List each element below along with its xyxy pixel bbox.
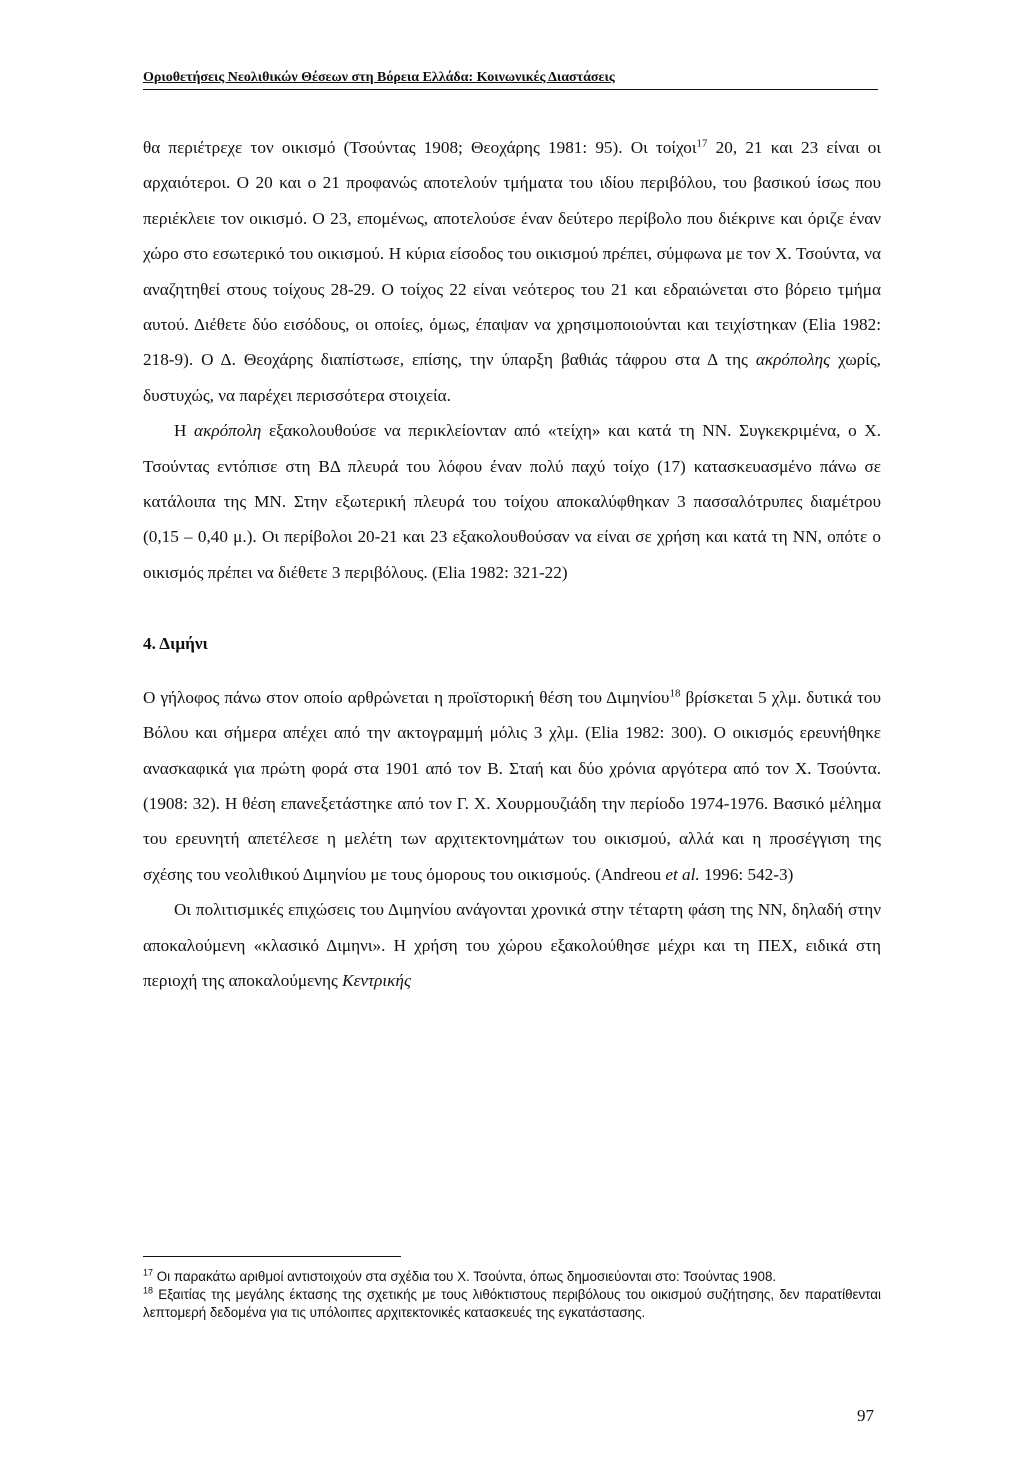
paragraph-1-text-b: 20, 21 και 23 είναι οι αρχαιότεροι. Ο 20 και ο 21 προφανώς αποτελούν τμήματα του ιδίου περιβόλου, του βασικού ίσως που περιέκλειε τον οικισμό. Ο 23, επομένως, αποτελούσε έναν δεύτερο περίβολο που διέκρινε και όριζε έναν χώρο στο εσωτερικό του οικισμού. Η κύρια είσοδος του οικισμού πρέπει, σύμφωνα με τον Χ. Τσούντα, να αναζητηθεί στους τοίχους 28-29. Ο τοίχος 22 είναι νεότερος του 21 και εδραιώνεται στο βόρειο τμήμα αυτού. Διέθετε δύο εισόδους, οι οποίες, όμως, έπαψαν να χρησιμοποιούνται και τειχίστηκαν (Elia 1982: 218-9). Ο Δ. Θεοχάρης διαπίστωσε, επίσης, την ύπαρξη βαθιάς τάφρου στα Δ της <box>143 138 881 370</box>
footnote-number: 17 <box>143 1267 154 1278</box>
footnote-text: Εξαιτίας της μεγάλης έκτασης της σχετικής με τους λιθόκτιστους περιβόλους του οικισμού συζήτησης, δεν παρατίθενται λεπτομερή δεδομένα για τις υπόλοιπες αρχιτεκτονικές κατασκευές της εγκατάστασης. <box>143 1287 881 1320</box>
header-rule <box>143 89 878 90</box>
section-heading: 4. Διμήνι <box>143 634 208 654</box>
footnote-number: 18 <box>143 1285 154 1296</box>
footnote-18 <box>143 1286 881 1322</box>
paragraph-2-text-b: εξακολουθούσε να περικλείονταν από «τείχη» και κατά τη ΝΝ. Συγκεκριμένα, ο Χ. Τσούντας εντόπισε στη ΒΔ πλευρά του λόφου έναν πολύ παχύ τοίχο (17) κατασκευασμένο πάνω σε κατάλοιπα της ΜΝ. Στην εξωτερική πλευρά του τοίχου αποκαλύφθηκαν 3 πασσαλότρυπες διαμέτρου (0,15 – 0,40 μ.). Οι περίβολοι 20-21 και 23 εξακολουθούσαν να είναι σε χρήση και κατά τη ΝΝ, οπότε ο οικισμός πρέπει να διέθετε 3 περιβόλους. (Elia 1982: 321-22) <box>143 421 881 582</box>
paragraph-3-text-c: 1996: 542-3) <box>699 864 794 884</box>
paragraph-1-text-c: χωρίς, δυστυχώς, να παρέχει περισσότερα στοιχεία. <box>143 350 881 405</box>
paragraph-2-text-a: Η <box>174 421 195 441</box>
paragraph-4-text-a: Οι πολιτισμικές επιχώσεις του Διμηνίου ανάγονται χρονικά στην τέταρτη φάση της ΝΝ, δηλαδή στην αποκαλούμενη «κλασικό Διμηνι». Η χρήση του χώρου εξακολούθησε μέχρι και τη ΠΕΧ, ειδικά στη περιοχή της αποκαλούμενης <box>143 900 881 990</box>
footnote-ref-17: 17 <box>696 137 708 150</box>
paragraph-3 <box>143 680 881 892</box>
paragraph-4 <box>143 892 881 998</box>
footnote-ref-18: 18 <box>669 686 681 699</box>
paragraph-1 <box>143 130 881 413</box>
running-header: Οριοθετήσεις Νεολιθικών Θέσεων στη Βόρεια Ελλάδα: Κοινωνικές Διαστάσεις <box>143 70 615 85</box>
footnotes <box>143 1268 881 1322</box>
footnote-17 <box>143 1268 881 1286</box>
italic-term: ακρόπολης <box>755 350 831 370</box>
paragraph-3-text-a: Ο γήλοφος πάνω στον οποίο αρθρώνεται η προϊστορική θέση του Διμηνίου <box>143 687 670 707</box>
paragraph-1-text-a: θα περιέτρεχε τον οικισμό (Τσούντας 1908; Θεοχάρης 1981: 95). Οι τοίχοι <box>143 138 697 157</box>
italic-term: Κεντρικής <box>342 970 411 990</box>
italic-term: et al. <box>665 864 700 884</box>
footnote-separator <box>143 1256 401 1257</box>
paragraph-3-text-b: βρίσκεται 5 χλμ. δυτικά του Βόλου και σήμερα απέχει από την ακτογραμμή μόλις 3 χλμ. (Elia 1982: 300). Ο οικισμός ερευνήθηκε ανασκαφικά για πρώτη φορά στα 1901 από τον Β. Σταή και δύο χρόνια αργότερα από τον Χ. Τσούντα. (1908: 32). Η θέση επανεξετάστηκε από τον Γ. Χ. Χουρμουζιάδη την περίοδο 1974-1976. Βασικό μέλημα του ερευνητή απετέλεσε η μελέτη των αρχιτεκτονημάτων του οικισμού, αλλά και η προσέγγιση της σχέσης του νεολιθικού Διμηνίου με τους όμορους του οικισμούς. (Andreou <box>143 687 881 884</box>
page-number: 97 <box>857 1406 874 1425</box>
main-text <box>143 130 881 998</box>
italic-term: ακρόπολη <box>194 421 262 441</box>
paragraph-2 <box>143 413 881 590</box>
footnote-text: Οι παρακάτω αριθμοί αντιστοιχούν στα σχέδια του Χ. Τσούντα, όπως δημοσιεύονται στο: Τσούντας 1908. <box>153 1269 777 1284</box>
